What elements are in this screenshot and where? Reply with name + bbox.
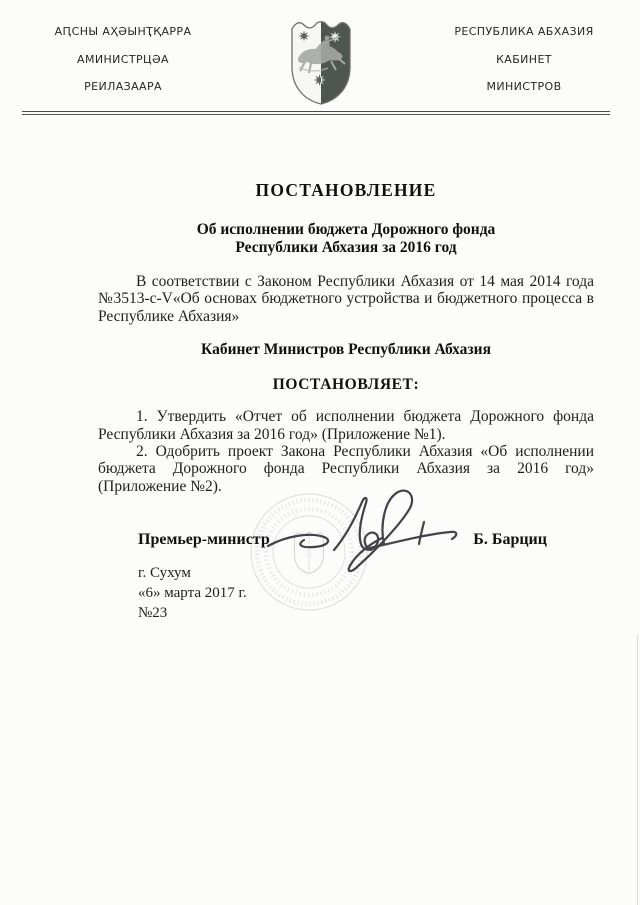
footer-city: г. Сухум bbox=[138, 564, 191, 581]
org-russian-line-3: МИНИСТРОВ bbox=[486, 80, 562, 93]
org-russian-line-2: КАБИНЕТ bbox=[496, 52, 552, 66]
scan-edge-artifact bbox=[637, 635, 638, 905]
resolution-item-1: 1. Утвердить «Отчет об исполнении бюджета Дорожного фонда Республики Абхазия за 2016 год» (Приложение №1). bbox=[98, 408, 594, 443]
handwritten-signature-icon bbox=[256, 482, 466, 591]
resolution-item-2: 2. Одобрить проект Закона Республики Абхазия «Об исполнении бюджета Дорожного фонда Республики Абхазия за 2016 год» (Приложение №2). bbox=[98, 443, 594, 495]
authority-line: Кабинет Министров Республики Абхазия bbox=[201, 340, 491, 358]
doc-subtitle-line-1: Об исполнении бюджета Дорожного фонда bbox=[196, 221, 496, 238]
org-russian-line-1: РЕСПУБЛИКА АБХАЗИЯ bbox=[454, 25, 594, 38]
org-abkhaz-line-2: АМИНИСТРЦӘА bbox=[77, 52, 169, 66]
resolution-keyword: ПОСТАНОВЛЯЕТ: bbox=[272, 376, 420, 394]
doc-title: ПОСТАНОВЛЕНИЕ bbox=[255, 180, 437, 200]
footer-number: №23 bbox=[138, 604, 168, 621]
org-abkhaz-line-1: АԤСНЫ АҲӘЫНҬҚАРРА bbox=[54, 25, 192, 38]
org-abkhaz-line-3: РЕИЛАЗААРА bbox=[84, 80, 162, 93]
footer-date: «6» марта 2017 г. bbox=[138, 584, 247, 601]
doc-subtitle-line-2: Республики Абхазия за 2016 год bbox=[235, 238, 457, 256]
preamble-paragraph: В соответствии с Законом Республики Абхазия от 14 мая 2014 года №3513-с-V«Об основах бюджетного устройства и бюджетного процесса в Республике Абхазия» bbox=[98, 273, 594, 325]
doc-subtitle bbox=[98, 221, 594, 256]
signatory-name: Б. Барциц bbox=[473, 530, 547, 548]
signature-post-title: Премьер-министр bbox=[138, 530, 270, 548]
